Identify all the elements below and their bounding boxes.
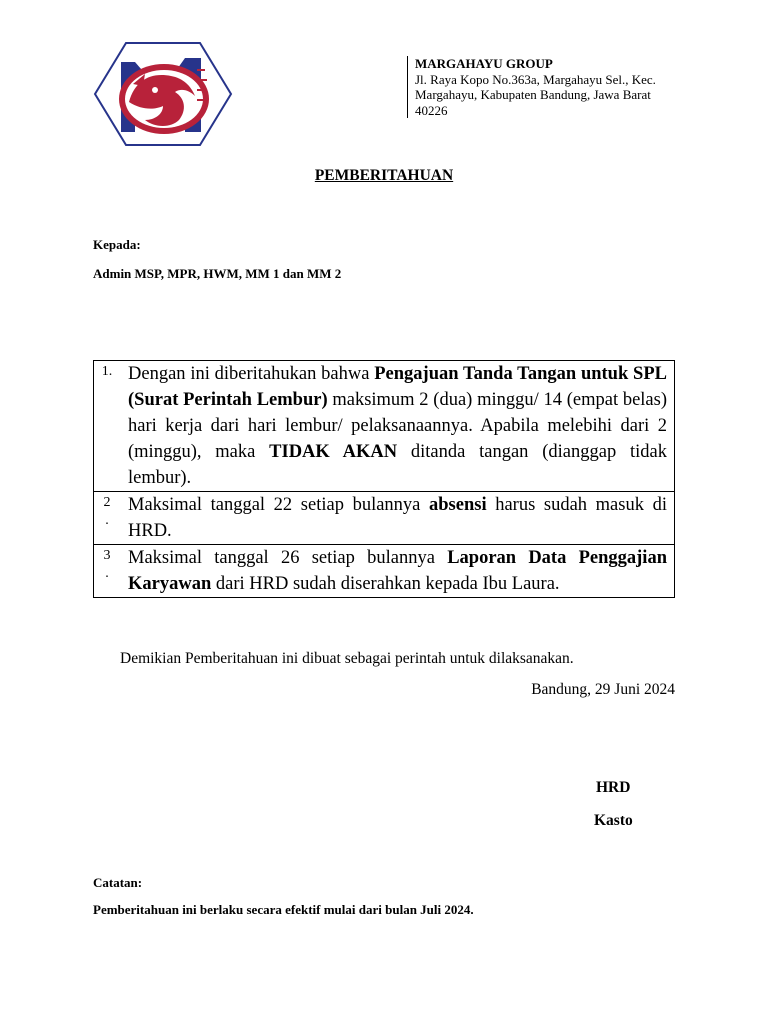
company-name: MARGAHAYU GROUP xyxy=(415,56,553,71)
recipient-label: Kepada: xyxy=(93,237,141,252)
item-text-bold: Laporan Data Penggajian Karyawan xyxy=(128,548,667,594)
company-address-line-1: Jl. Raya Kopo No.363a, Margahayu Sel., Kec. xyxy=(415,71,656,87)
item-text-segment: maksimum 2 (dua) minggu/ 14 (empat belas) hari kerja dari hari lembur/ pelaksanaannya. Apabila melebihi dari 2 (minggu), maka xyxy=(128,390,667,462)
document-title: PEMBERITAHUAN xyxy=(314,167,454,184)
item-number-text: 1. xyxy=(101,364,113,379)
item-text-segment: Maksimal tanggal 22 setiap bulannya xyxy=(128,495,429,515)
signature-department: HRD xyxy=(596,779,631,796)
item-text-segment: ditanda tangan (dianggap tidak lembur). xyxy=(128,442,667,488)
note-text: Pemberitahuan ini berlaku secara efektif mulai dari bulan Juli 2024. xyxy=(93,902,474,917)
recipients: Admin MSP, MPR, HWM, MM 1 dan MM 2 xyxy=(93,266,342,281)
item-text-bold: absensi xyxy=(429,495,487,515)
margahayu-logo-icon xyxy=(93,40,233,148)
signature-name: Kasto xyxy=(594,812,633,829)
item-number-text: 3 xyxy=(103,548,111,563)
item-number xyxy=(94,492,121,545)
item-text xyxy=(120,545,675,598)
item-text-segment: Dengan ini diberitahukan bahwa xyxy=(128,364,375,384)
notice-items-table xyxy=(93,360,675,598)
item-number xyxy=(94,545,121,598)
item-number-dot: . xyxy=(105,513,109,528)
item-text-bold: Pengajuan Tanda Tangan untuk SPL (Surat Perintah Lembur) xyxy=(128,364,667,410)
company-address-line-2: Margahayu, Kabupaten Bandung, Jawa Barat xyxy=(415,87,651,102)
item-text-segment: dari HRD sudah diserahkan kepada Ibu Laura. xyxy=(211,574,560,594)
item-text xyxy=(120,492,675,545)
note-label: Catatan: xyxy=(93,875,143,890)
notice-item-row xyxy=(94,492,675,545)
item-text-segment: harus sudah masuk di HRD. xyxy=(128,495,667,541)
item-number-dot: . xyxy=(105,566,109,581)
notice-item-row xyxy=(94,361,675,492)
company-address-line-3: 40226 xyxy=(415,102,448,118)
company-logo xyxy=(93,40,233,148)
item-text xyxy=(120,361,675,492)
item-number-text: 2 xyxy=(103,495,111,510)
item-text-segment: Maksimal tanggal 26 setiap bulannya xyxy=(128,548,448,568)
place-date: Bandung, 29 Juni 2024 xyxy=(531,681,675,698)
company-header xyxy=(407,56,715,118)
item-text-bold: TIDAK AKAN xyxy=(269,442,398,462)
closing-statement: Demikian Pemberitahuan ini dibuat sebagai perintah untuk dilaksanakan. xyxy=(120,650,574,667)
notice-item-row xyxy=(94,545,675,598)
item-number xyxy=(94,361,121,492)
